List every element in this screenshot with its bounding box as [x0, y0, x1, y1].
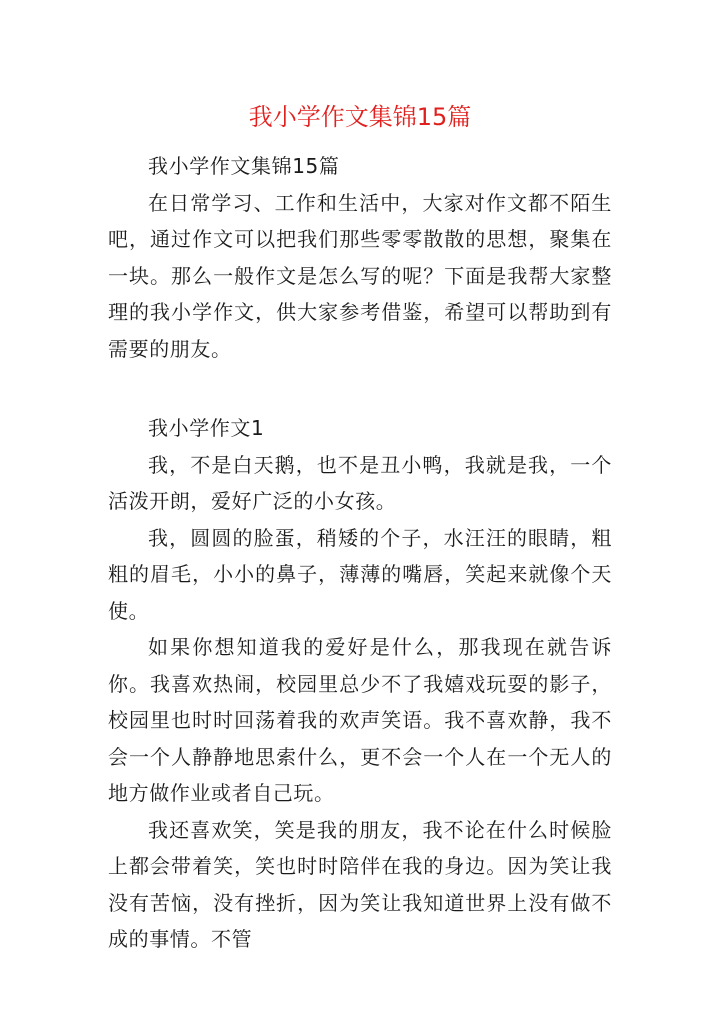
essay-paragraph: 我还喜欢笑，笑是我的朋友，我不论在什么时候脸上都会带着笑，笑也时时陪伴在我的身边。因为笑让我没有苦恼，没有挫折，因为笑让我知道世界上没有做不成的事情。不管: [108, 817, 612, 951]
section-heading: 我小学作文1: [148, 416, 265, 440]
essay-paragraph: 我，圆圆的脸蛋，稍矮的个子，水汪汪的眼睛，粗粗的眉毛，小小的鼻子，薄薄的嘴唇，笑起来就像个天使。: [108, 525, 612, 623]
essay-section: [108, 410, 612, 958]
essay-paragraph: 如果你想知道我的爱好是什么，那我现在就告诉你。我喜欢热闹，校园里总少不了我嬉戏玩耍的影子，校园里也时时回荡着我的欢声笑语。我不喜欢静，我不会一个人静静地思索什么，更不会一个人在一个无人的地方做作业或者自己玩。: [108, 635, 612, 805]
intro-paragraph: 在日常学习、工作和生活中，大家对作文都不陌生吧，通过作文可以把我们那些零零散散的思想，聚集在一块。那么一般作文是怎么写的呢？下面是我帮大家整理的我小学作文，供大家参考借鉴，希望可以帮助到有需要的朋友。: [108, 190, 612, 361]
document-intro-block: [108, 148, 612, 367]
essay-paragraph: 我，不是白天鹅，也不是丑小鸭，我就是我，一个活泼开朗，爱好广泛的小女孩。: [108, 452, 612, 513]
document-title: 我小学作文集锦15篇: [248, 103, 472, 131]
document-subtitle: 我小学作文集锦15篇: [148, 154, 340, 178]
